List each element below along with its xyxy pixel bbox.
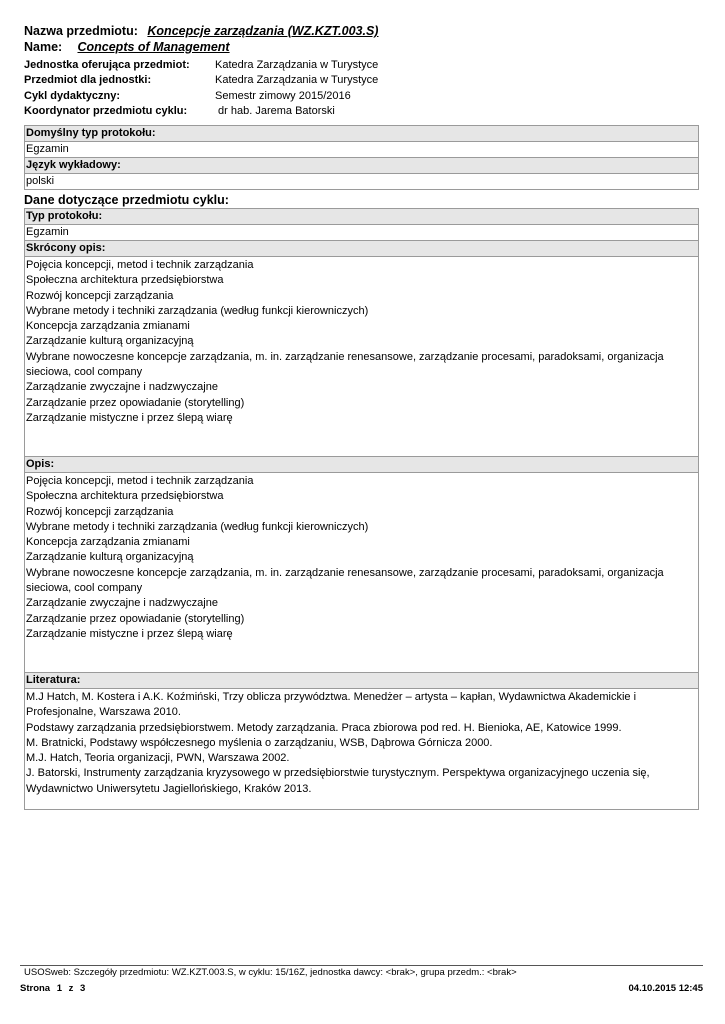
description-line: Zarządzanie mistyczne i przez ślepą wiarę xyxy=(26,627,233,640)
description-line: Wybrane metody i techniki zarządzania (według funkcji kierowniczych) xyxy=(26,520,369,533)
literature-line: J. Batorski, Instrumenty zarządzania kryzysowego w przedsiębiorstwie turystycznym. Perspektywa organizacyjnego uczenia się, xyxy=(26,767,650,780)
footer-datetime: 04.10.2015 12:45 xyxy=(628,983,703,994)
short-description-line: Zarządzanie kulturą organizacyjną xyxy=(26,335,194,348)
info-value: Katedra Zarządzania w Turystyce xyxy=(215,59,379,71)
description-header: Opis: xyxy=(25,456,698,473)
language-header: Język wykładowy: xyxy=(25,157,698,174)
literature-line: M.J Hatch, M. Kostera i A.K. Koźmiński, Trzy oblicza przywództwa. Menedżer – artysta – kapłan, Wydawnictwa Akademickie i xyxy=(26,691,637,703)
short-description-line: sieciowa, cool company xyxy=(26,366,143,379)
short-description-line: Zarządzanie zwyczajne i nadzwyczajne xyxy=(26,381,218,394)
info-row-cycle xyxy=(24,89,378,104)
short-description-line: Wybrane nowoczesne koncepcje zarządzania, m. in. zarządzanie renesansowe, zarządzanie procesami, paradoksami, organizacja xyxy=(26,350,664,363)
description-body xyxy=(25,473,698,672)
literature-header: Literatura: xyxy=(25,672,698,689)
info-row-unit xyxy=(24,58,378,73)
description-line: sieciowa, cool company xyxy=(26,582,143,595)
protocol-type-header: Typ protokołu: xyxy=(25,209,698,225)
name-label: Name: xyxy=(24,40,63,54)
short-description-line: Zarządzanie przez opowiadanie (storytelling) xyxy=(26,396,245,409)
short-description-line: Koncepcja zarządzania zmianami xyxy=(26,320,190,333)
description-line: Społeczna architektura przedsiębiorstwa xyxy=(26,490,224,503)
short-description-body xyxy=(25,257,698,456)
info-table xyxy=(24,58,378,119)
info-label: Cykl dydaktyczny: xyxy=(24,89,120,102)
cycle-section-title: Dane dotyczące przedmiotu cyklu: xyxy=(24,193,229,207)
name-value: Concepts of Management xyxy=(77,40,230,54)
footer-page-number: Strona 1 z 3 xyxy=(20,983,86,994)
info-value: dr hab. Jarema Batorski xyxy=(215,104,335,117)
cycle-data-box xyxy=(24,208,699,810)
info-label: Jednostka oferująca przedmiot: xyxy=(24,59,190,71)
short-description-line: Rozwój koncepcji zarządzania xyxy=(26,289,174,302)
subject-label: Nazwa przedmiotu: xyxy=(24,24,138,38)
short-description-header: Skrócony opis: xyxy=(25,240,698,257)
short-description-line: Pojęcia koncepcji, metod i technik zarządzania xyxy=(26,259,254,271)
subject-title xyxy=(24,24,378,38)
short-description-line: Wybrane metody i techniki zarządzania (według funkcji kierowniczych) xyxy=(26,304,369,317)
english-name-title xyxy=(24,40,230,54)
short-description-line: Społeczna architektura przedsiębiorstwa xyxy=(26,274,224,287)
footer-divider xyxy=(20,965,703,966)
default-protocol-header: Domyślny typ protokołu: xyxy=(25,126,698,142)
literature-line: Profesjonalne, Warszawa 2010. xyxy=(26,706,181,719)
description-line: Pojęcia koncepcji, metod i technik zarządzania xyxy=(26,475,254,487)
info-row-coordinator xyxy=(24,104,378,119)
literature-body xyxy=(25,689,698,797)
default-settings-box xyxy=(24,125,699,190)
literature-line: M. Bratnicki, Podstawy współczesnego myślenia o zarządzaniu, WSB, Dąbrowa Górnicza 2000. xyxy=(26,736,493,749)
default-protocol-value: Egzamin xyxy=(26,143,69,155)
description-line: Zarządzanie kulturą organizacyjną xyxy=(26,551,194,564)
description-line: Zarządzanie zwyczajne i nadzwyczajne xyxy=(26,597,218,610)
description-line: Zarządzanie przez opowiadanie (storytelling) xyxy=(26,612,245,625)
short-description-line: Zarządzanie mistyczne i przez ślepą wiarę xyxy=(26,411,233,424)
footer-source-text: USOSweb: Szczegóły przedmiotu: WZ.KZT.003.S, w cyklu: 15/16Z, jednostka dawcy: <brak>, grupa przedm.: <brak> xyxy=(24,967,517,978)
subject-value: Koncepcje zarządzania (WZ.KZT.003.S) xyxy=(147,24,379,38)
literature-line: Podstawy zarządzania przedsiębiorstwem. Metody zarządzania. Praca zbiorowa pod red. H. Bienioka, AE, Katowice 1999. xyxy=(26,721,622,734)
literature-line: Wydawnictwo Uniwersytetu Jagiellońskiego, Kraków 2013. xyxy=(26,782,312,795)
info-value: Katedra Zarządzania w Turystyce xyxy=(215,74,379,87)
language-value: polski xyxy=(26,175,55,187)
info-label: Przedmiot dla jednostki: xyxy=(24,74,152,87)
description-line: Rozwój koncepcji zarządzania xyxy=(26,505,174,518)
info-label: Koordynator przedmiotu cyklu: xyxy=(24,104,188,117)
protocol-type-value: Egzamin xyxy=(26,226,69,238)
description-line: Koncepcja zarządzania zmianami xyxy=(26,536,190,549)
info-row-target-unit xyxy=(24,73,378,88)
description-line: Wybrane nowoczesne koncepcje zarządzania, m. in. zarządzanie renesansowe, zarządzanie procesami, paradoksami, organizacja xyxy=(26,566,664,579)
info-value: Semestr zimowy 2015/2016 xyxy=(215,89,351,102)
literature-line: M.J. Hatch, Teoria organizacji, PWN, Warszawa 2002. xyxy=(26,752,290,765)
